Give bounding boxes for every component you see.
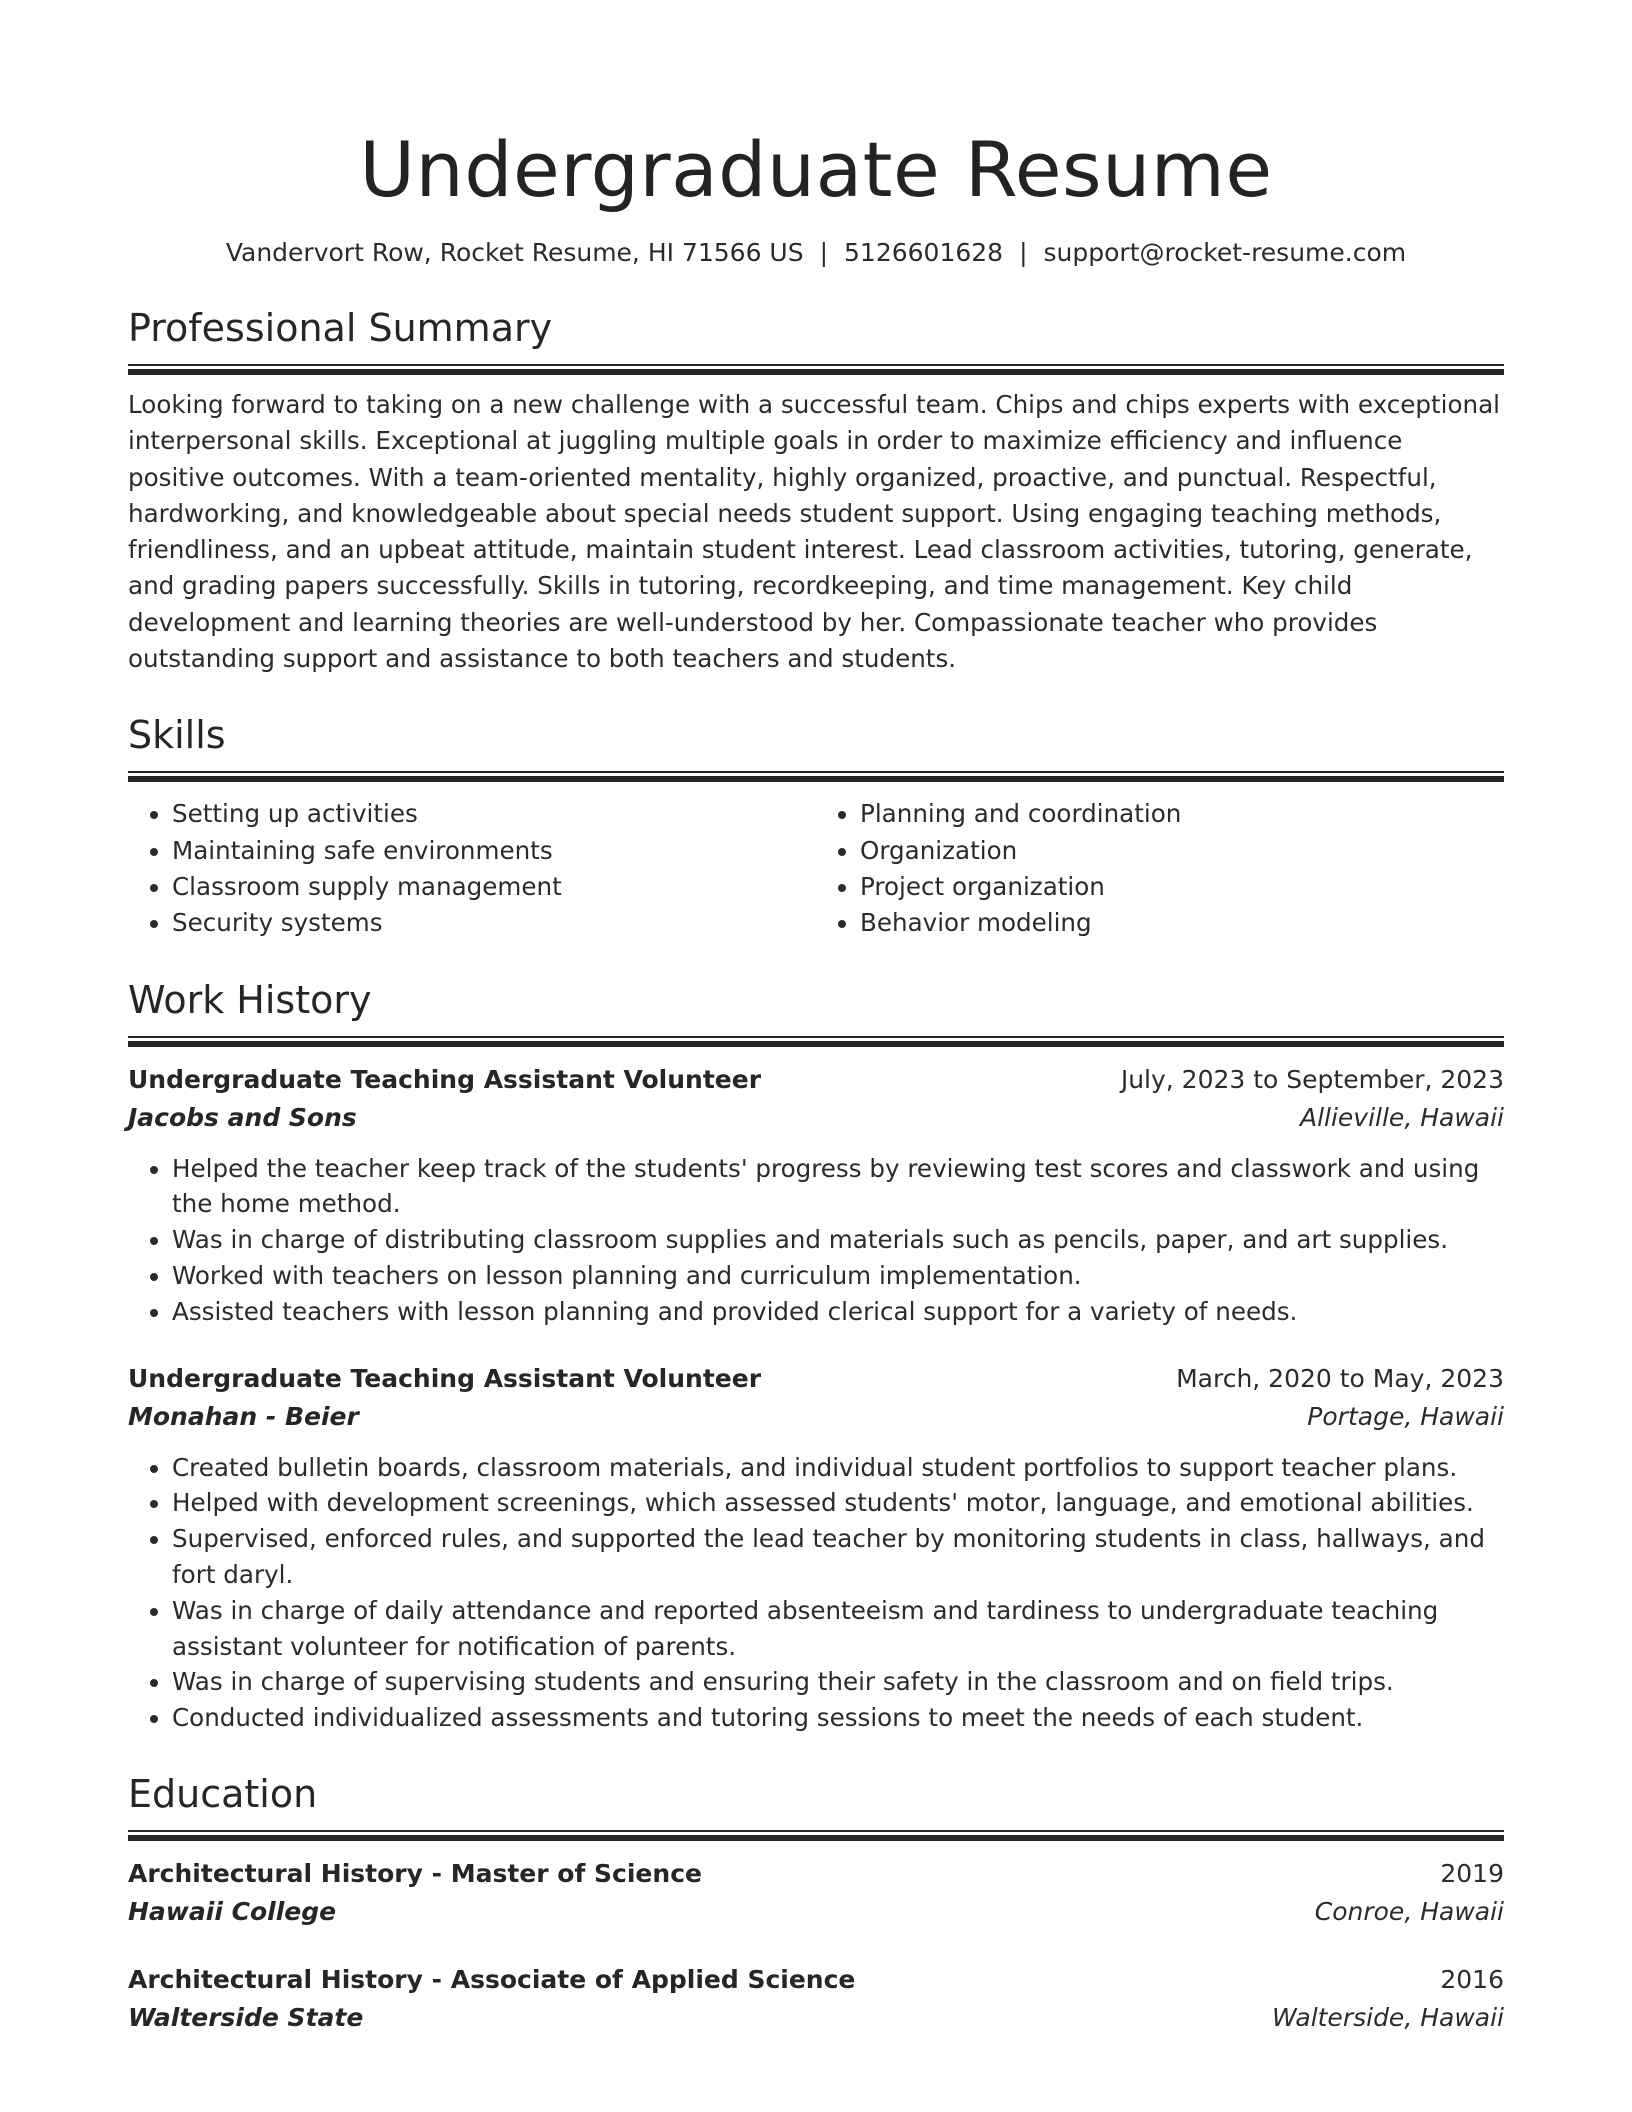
skill-item: • Planning and coordination bbox=[860, 796, 1504, 832]
skill-item: • Organization bbox=[860, 833, 1504, 869]
section-divider bbox=[128, 364, 1504, 375]
skills-list-left bbox=[128, 796, 816, 941]
section-title-summary: Professional Summary bbox=[128, 306, 553, 350]
section-divider bbox=[128, 771, 1504, 782]
job-entry bbox=[128, 1061, 1504, 1330]
section-title-skills: Skills bbox=[128, 713, 226, 758]
job-dates: March, 2020 to May, 2023 bbox=[1176, 1363, 1504, 1393]
job-company: Jacobs and Sons bbox=[128, 1102, 357, 1132]
job-company: Monahan - Beier bbox=[128, 1401, 359, 1431]
job-bullet: • Was in charge of daily attendance and reported absenteeism and tardiness to undergraduate teaching assistant volunteer for notification of parents. bbox=[172, 1593, 1504, 1665]
education-location: Conroe, Hawaii bbox=[1314, 1896, 1504, 1926]
summary-section bbox=[128, 304, 1504, 677]
education-location: Walterside, Hawaii bbox=[1272, 2002, 1504, 2032]
job-bullet: • Helped with development screenings, which assessed students' motor, language, and emotional abilities. bbox=[172, 1485, 1504, 1521]
section-divider bbox=[128, 1830, 1504, 1841]
education-degree: Architectural History - Associate of Applied Science bbox=[128, 1964, 856, 1994]
skills-section bbox=[128, 711, 1504, 941]
education-school: Walterside State bbox=[128, 2002, 364, 2032]
job-dates: July, 2023 to September, 2023 bbox=[1120, 1064, 1504, 1094]
section-title-work: Work History bbox=[128, 977, 372, 1022]
education-degree: Architectural History - Master of Science bbox=[128, 1858, 702, 1888]
contact-separator: | bbox=[1019, 238, 1028, 267]
education-entry bbox=[128, 1961, 1504, 2037]
contact-phone: 5126601628 bbox=[844, 238, 1004, 267]
job-entry bbox=[128, 1360, 1504, 1736]
skill-item: • Project organization bbox=[860, 869, 1504, 905]
job-bullet: • Created bulletin boards, classroom materials, and individual student portfolios to support teacher plans. bbox=[172, 1450, 1504, 1486]
job-title: Undergraduate Teaching Assistant Volunteer bbox=[128, 1363, 762, 1393]
education-entry bbox=[128, 1855, 1504, 1931]
section-title-education: Education bbox=[128, 1771, 318, 1816]
skill-item: • Maintaining safe environments bbox=[172, 833, 816, 869]
job-bullet: • Worked with teachers on lesson planning and curriculum implementation. bbox=[172, 1258, 1504, 1294]
education-year: 2019 bbox=[1440, 1858, 1504, 1888]
skill-item: • Behavior modeling bbox=[860, 905, 1504, 941]
job-bullet: • Assisted teachers with lesson planning and provided clerical support for a variety of needs. bbox=[172, 1294, 1504, 1330]
job-bullet: • Was in charge of supervising students and ensuring their safety in the classroom and on field trips. bbox=[172, 1664, 1504, 1700]
resume-name: Undergraduate Resume bbox=[359, 125, 1273, 214]
summary-text: Looking forward to taking on a new challenge with a successful team. Chips and chips experts with exceptional interpersonal skills. Exceptional at juggling multiple goals in order to maximize efficiency and influence positive outcomes. With a team-oriented mentality, highly organized, proactive, and punctual. Respectful, hardworking, and knowledgeable about special needs student support. Using engaging teaching methods, friendliness, and an upbeat attitude, maintain student interest. Lead classroom activities, tutoring, generate, and grading papers successfully. Skills in tutoring, recordkeeping, and time management. Key child development and learning theories are well-understood by her. Compassionate teacher who provides outstanding support and assistance to both teachers and students. bbox=[128, 390, 1500, 674]
job-bullets bbox=[128, 1450, 1504, 1736]
job-bullet: • Was in charge of distributing classroom supplies and materials such as pencils, paper, and art supplies. bbox=[172, 1222, 1504, 1258]
education-year: 2016 bbox=[1440, 1964, 1504, 1994]
skill-item: • Setting up activities bbox=[172, 796, 816, 832]
job-bullet: • Helped the teacher keep track of the students' progress by reviewing test scores and classwork and using the home method. bbox=[172, 1151, 1504, 1223]
section-divider bbox=[128, 1036, 1504, 1047]
job-title: Undergraduate Teaching Assistant Volunteer bbox=[128, 1064, 762, 1094]
skill-item: • Classroom supply management bbox=[172, 869, 816, 905]
education-section bbox=[128, 1770, 1504, 2037]
contact-address: Vandervort Row, Rocket Resume, HI 71566 US bbox=[225, 238, 804, 267]
skills-list-right bbox=[816, 796, 1504, 941]
job-location: Portage, Hawaii bbox=[1307, 1401, 1504, 1431]
contact-line bbox=[128, 236, 1504, 270]
job-bullets bbox=[128, 1151, 1504, 1330]
education-school: Hawaii College bbox=[128, 1896, 337, 1926]
job-bullet: • Supervised, enforced rules, and supported the lead teacher by monitoring students in class, hallways, and fort daryl. bbox=[172, 1521, 1504, 1593]
contact-separator: | bbox=[819, 238, 829, 267]
skills-columns bbox=[128, 796, 1504, 941]
skill-item: • Security systems bbox=[172, 905, 816, 941]
contact-email: support@rocket-resume.com bbox=[1043, 238, 1407, 267]
job-bullet: • Conducted individualized assessments and tutoring sessions to meet the needs of each student. bbox=[172, 1700, 1504, 1736]
work-section bbox=[128, 976, 1504, 1736]
job-location: Allieville, Hawaii bbox=[1299, 1102, 1504, 1132]
